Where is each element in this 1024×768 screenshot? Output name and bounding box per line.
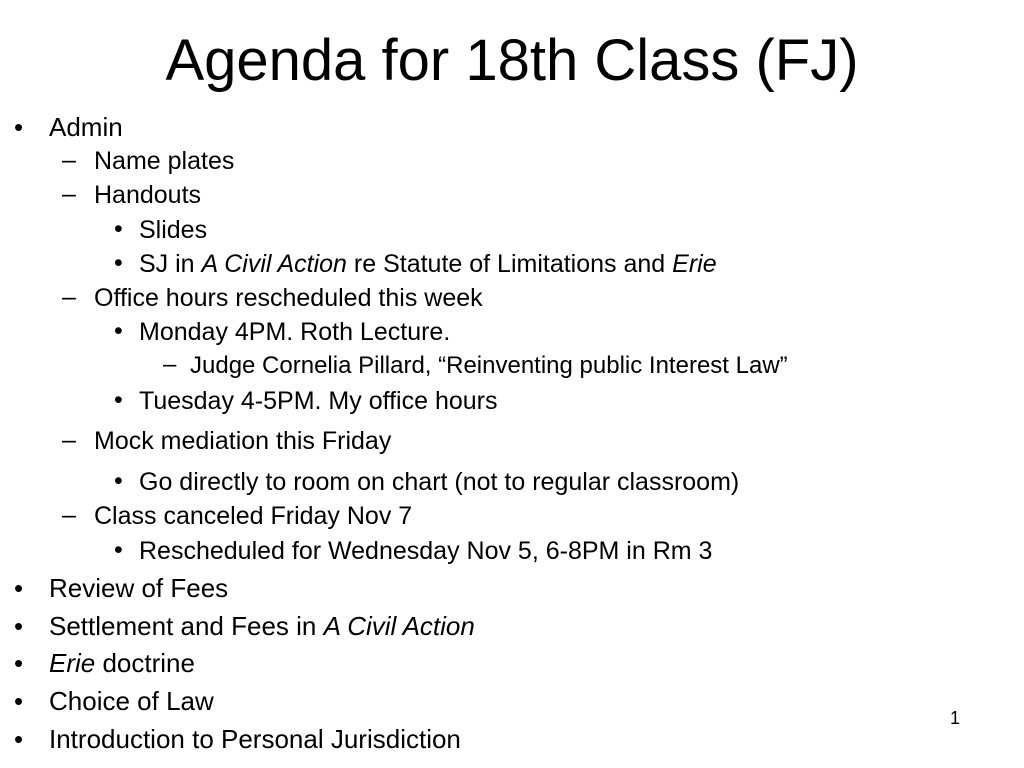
bullet-marker: • — [114, 467, 123, 495]
bullet-marker: • — [114, 386, 123, 414]
subsubbullet-text: Go directly to room on chart (not to regular classroom) — [139, 468, 740, 496]
subbullet-text: Name plates — [94, 147, 235, 175]
sj-middle: re Statute of Limitations and — [346, 250, 673, 278]
bullet-marker: • — [14, 686, 24, 716]
erie-rest: doctrine — [95, 648, 195, 678]
bullet-text: Introduction to Personal Jurisdiction — [49, 724, 461, 754]
dash-marker: – — [62, 180, 76, 208]
bullet-text — [49, 611, 475, 641]
subbullet-text: Mock mediation this Friday — [94, 427, 392, 455]
dash-marker: – — [62, 146, 76, 174]
bullet-marker: • — [114, 317, 123, 345]
sj-prefix: SJ in — [139, 250, 202, 278]
bullet-text — [49, 648, 195, 678]
bullet-marker: • — [14, 112, 24, 142]
sj-erie: Erie — [672, 250, 717, 278]
bullet-marker: • — [114, 215, 123, 243]
dash-marker: – — [62, 501, 76, 529]
sj-case-title: A Civil Action — [201, 250, 347, 278]
level4-text: Judge Cornelia Pillard, “Reinventing public Interest Law” — [190, 352, 788, 379]
subbullet-text: Class canceled Friday Nov 7 — [94, 502, 413, 530]
subsubbullet-text: Tuesday 4-5PM. My office hours — [139, 387, 498, 415]
dash-marker: – — [62, 283, 76, 311]
bullet-marker: • — [14, 724, 24, 754]
bullet-marker: • — [14, 648, 24, 678]
subsubbullet-text: Monday 4PM. Roth Lecture. — [139, 318, 451, 346]
page-number: 1 — [950, 708, 961, 728]
dash-marker: – — [163, 351, 177, 378]
settlement-case-title: A Civil Action — [323, 611, 475, 641]
settlement-prefix: Settlement and Fees in — [49, 611, 324, 641]
subbullet-text: Office hours rescheduled this week — [94, 284, 483, 312]
bullet-marker: • — [14, 573, 24, 603]
bullet-marker: • — [14, 611, 24, 641]
bullet-marker: • — [114, 249, 123, 277]
subsubbullet-text: Slides — [139, 216, 208, 244]
slide-title: Agenda for 18th Class (FJ) — [165, 28, 859, 93]
subsubbullet-text — [139, 249, 717, 279]
bullet-text: Choice of Law — [49, 686, 214, 716]
bullet-marker: • — [114, 536, 123, 564]
dash-marker: – — [62, 426, 76, 454]
bullet-text: Admin — [49, 112, 123, 142]
subbullet-text: Handouts — [94, 181, 202, 209]
bullet-text: Review of Fees — [49, 573, 229, 603]
subsubbullet-text: Rescheduled for Wednesday Nov 5, 6-8PM in Rm 3 — [139, 537, 713, 565]
erie-italic: Erie — [49, 648, 96, 678]
